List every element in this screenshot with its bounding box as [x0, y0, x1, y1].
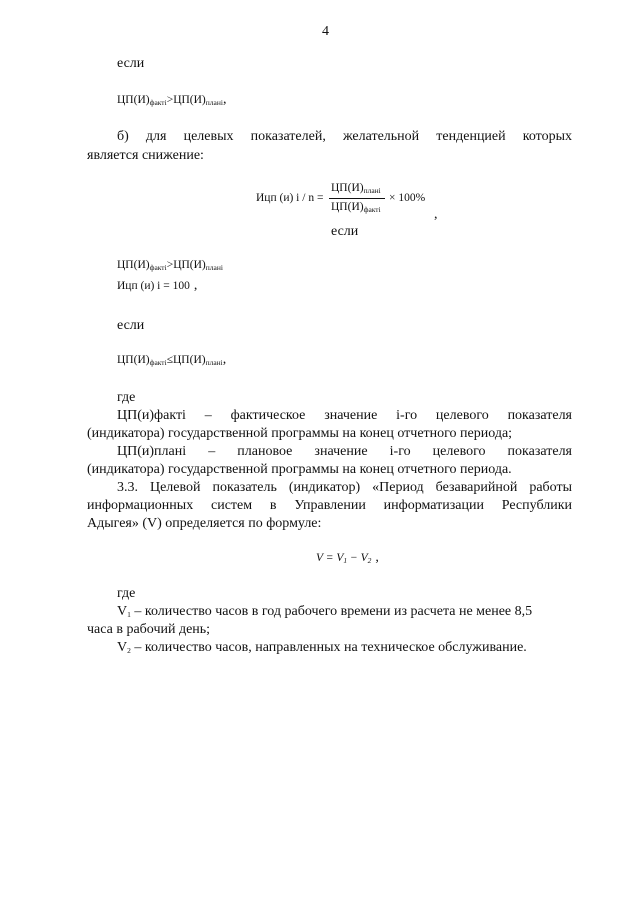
section-3-3-line-1: 3.3. Целевой показатель (индикатор) «Период безаварийной работы — [117, 480, 572, 495]
formula-operator: ≤ — [166, 354, 173, 366]
definition-text: – количество часов, направленных на техническое обслуживание. — [130, 640, 527, 655]
variable: V — [117, 640, 128, 655]
fraction-bar — [329, 198, 385, 199]
formula-term: ЦП(И) — [173, 354, 206, 366]
definition-v1-line-1 — [117, 604, 532, 620]
formula-subscript: планi — [363, 186, 381, 195]
section-3-3-line-2: информационных систем в Управлении информатизации Республики — [87, 498, 572, 513]
condition-label-if: если — [117, 318, 145, 333]
formula-subscript: 1 — [343, 556, 348, 565]
formula-subscript: планi — [205, 263, 223, 272]
formula-term: ЦП(И) — [117, 94, 150, 106]
formula-term: ЦП(И) — [173, 94, 206, 106]
formula-index-100 — [117, 278, 197, 294]
condition-formula-3 — [117, 352, 226, 368]
condition-formula-2 — [117, 259, 223, 271]
formula-lhs: Ицп (и) i / n = — [256, 192, 324, 204]
formula-subscript: планi — [205, 358, 223, 367]
condition-formula-1 — [117, 92, 226, 108]
formula-term: − V — [347, 552, 368, 564]
definition-v2 — [117, 640, 527, 656]
definition-fact-line-1: ЦП(и)факті – фактическое значение i-го целевого показателя — [117, 408, 572, 423]
condition-label-if: если — [117, 56, 145, 71]
formula-subscript: факті — [149, 263, 167, 272]
variable: V — [117, 604, 128, 619]
page-number: 4 — [322, 24, 329, 39]
formula-subscript: факті — [149, 358, 167, 367]
formula-operator: > — [166, 94, 174, 106]
formula-term: Ицп (и) i = 100 — [117, 280, 190, 292]
formula-numerator — [331, 182, 381, 194]
formula-denominator — [331, 201, 381, 213]
definition-text: – количество часов в год рабочего времени из расчета не менее 8,5 — [130, 604, 533, 619]
section-b-line-1: б) для целевых показателей, желательной тенденцией которых — [117, 129, 572, 144]
where-label: где — [117, 586, 136, 601]
where-label: где — [117, 390, 136, 405]
formula-punctuation: , — [222, 92, 227, 107]
formula-subscript: факті — [149, 98, 167, 107]
formula-subscript: 2 — [367, 556, 372, 565]
formula-term: ЦП(И) — [117, 259, 150, 271]
formula-subscript: факті — [363, 205, 381, 214]
formula-term: ЦП(И) — [331, 182, 364, 194]
formula-term: ЦП(И) — [117, 354, 150, 366]
formula-subscript: планi — [205, 98, 223, 107]
formula-punctuation: , — [375, 550, 379, 565]
formula-v — [316, 550, 379, 566]
variable-subscript: 2 — [127, 646, 131, 655]
definition-v1-line-2: часа в рабочий день; — [87, 622, 211, 637]
formula-multiplier: × 100% — [389, 192, 426, 204]
formula-operator: > — [166, 259, 174, 271]
formula-term: ЦП(И) — [173, 259, 206, 271]
definition-plan-line-1: ЦП(и)планi – плановое значение i-го целевого показателя — [117, 444, 572, 459]
section-3-3-line-3: Адыгея» (V) определяется по формуле: — [87, 516, 322, 531]
formula-punctuation: , — [222, 352, 227, 367]
definition-plan-line-2: (индикатора) государственной программы на конец отчетного периода. — [87, 462, 512, 477]
section-b-line-2: является снижение: — [87, 148, 204, 163]
formula-term: V = V — [316, 552, 344, 564]
formula-comma: , — [434, 207, 438, 222]
variable-subscript: 1 — [127, 610, 131, 619]
formula-punctuation: , — [193, 278, 198, 293]
formula-term: ЦП(И) — [331, 201, 364, 213]
definition-fact-line-2: (индикатора) государственной программы на конец отчетного периода; — [87, 426, 513, 441]
condition-label-if: если — [331, 224, 359, 239]
